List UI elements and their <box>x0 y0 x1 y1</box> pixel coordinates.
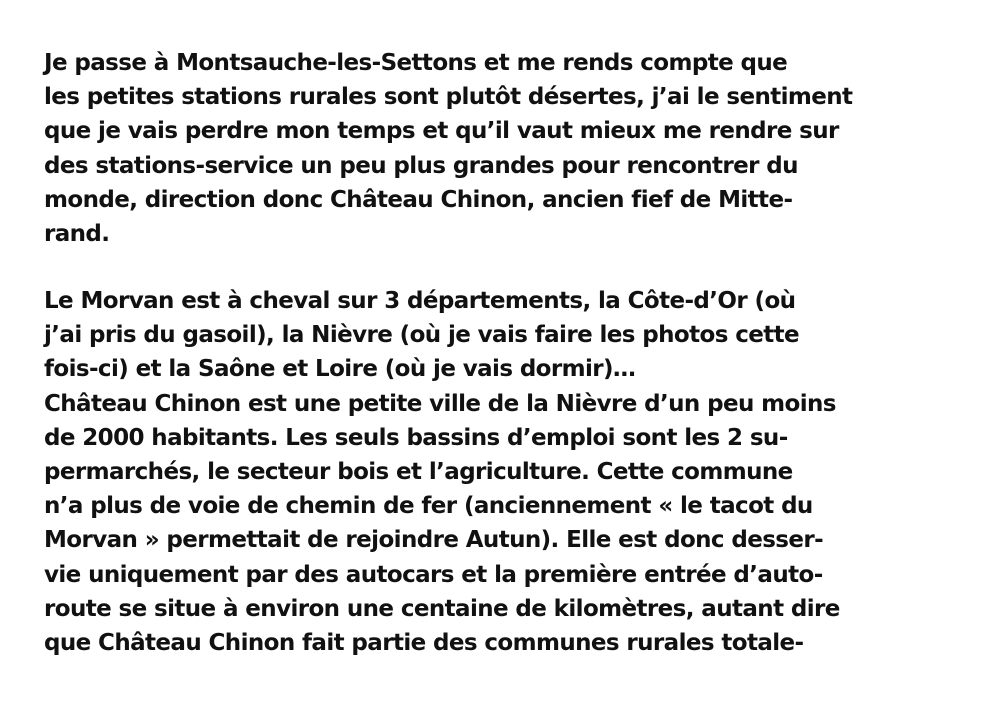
text-line: route se situe à environ une centaine de kilomètres, autant dire <box>44 595 840 622</box>
text-line: fois-ci) et la Saône et Loire (où je vais dormir)… <box>44 356 636 383</box>
text-line: les petites stations rurales sont plutôt désertes, j’ai le sentiment <box>44 84 853 111</box>
text-line: monde, direction donc Château Chinon, ancien fief de Mitte- <box>44 186 793 213</box>
text-line: vie uniquement par des autocars et la première entrée d’auto- <box>44 561 823 588</box>
text-line: que je vais perdre mon temps et qu’il vaut mieux me rendre sur <box>44 118 839 145</box>
text-line: j’ai pris du gasoil), la Nièvre (où je vais faire les photos cette <box>44 322 800 349</box>
text-line: rand. <box>44 220 110 247</box>
paragraph-morvan <box>44 284 974 660</box>
text-line: Château Chinon est une petite ville de la Nièvre d’un peu moins <box>44 390 836 417</box>
text-line: de 2000 habitants. Les seuls bassins d’emploi sont les 2 su- <box>44 424 788 451</box>
text-line: Je passe à Montsauche-les-Settons et me rends compte que <box>44 50 788 76</box>
paragraph-montsauche <box>44 46 974 251</box>
text-line: Le Morvan est à cheval sur 3 départements, la Côte-d’Or (où <box>44 288 796 314</box>
text-line: Morvan » permettait de rejoindre Autun). Elle est donc desser- <box>44 527 824 554</box>
text-line: des stations-service un peu plus grandes pour rencontrer du <box>44 152 798 179</box>
text-line: n’a plus de voie de chemin de fer (anciennement « le tacot du <box>44 493 813 520</box>
text-line: que Château Chinon fait partie des communes rurales totale- <box>44 629 804 656</box>
text-line: permarchés, le secteur bois et l’agriculture. Cette commune <box>44 458 793 485</box>
